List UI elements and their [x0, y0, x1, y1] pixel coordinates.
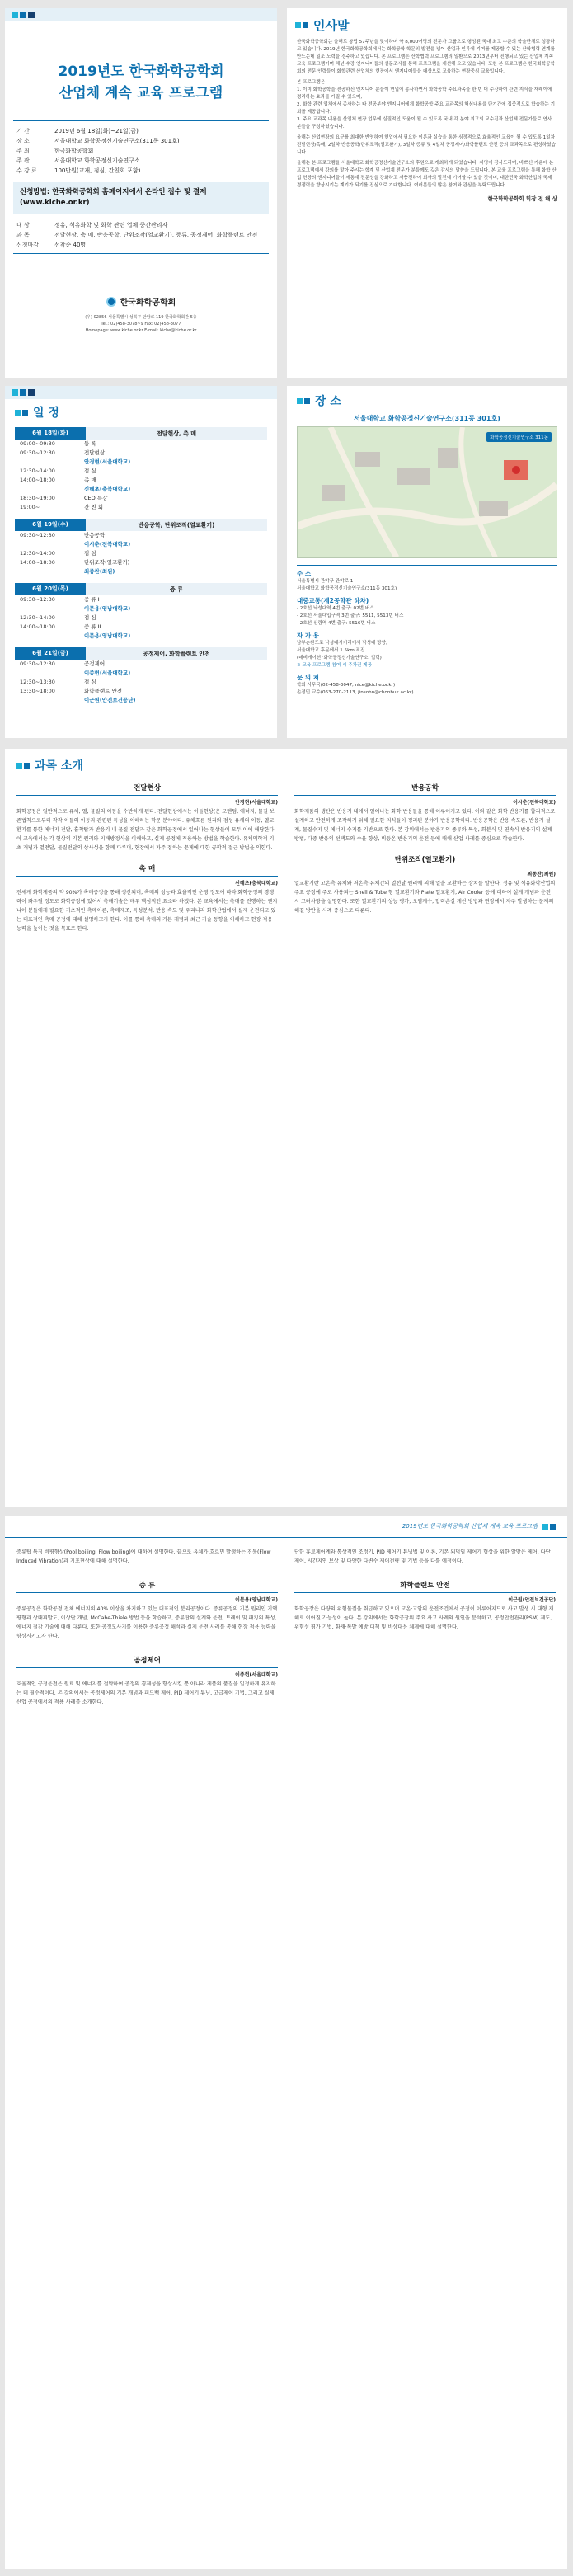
course-lecturer: 이종헌(서울대학교) — [235, 1672, 278, 1678]
schedule-event: 점 심 — [84, 614, 96, 621]
detail-value: 2019년 6월 18일(화)~21일(금) — [54, 128, 139, 134]
day-topic: 전달현상, 촉 매 — [156, 430, 197, 437]
schedule-time — [20, 669, 84, 678]
schedule-event: 전달현상 — [84, 449, 106, 456]
apply-method: 신청방법: 한국화학공학회 홈페이지에서 온라인 접수 및 결제(www.kiche.or.kr) — [20, 188, 207, 207]
course-columns — [5, 780, 567, 933]
greeting-paragraph: 본 프로그램은 — [297, 80, 326, 85]
schedule-title: 일 정 — [33, 407, 59, 420]
schedule-speaker: 안경현(서울대학교) — [84, 458, 131, 465]
greeting-signature: 한국화학공학회 회장 전 해 상 — [487, 195, 557, 202]
schedule-time: 09:30~12:30 — [20, 532, 55, 538]
detail-key: 수 강 료 — [16, 167, 37, 174]
schedule-speaker: 이문용(영남대학교) — [84, 632, 131, 639]
transit-line: - 2호선 낙성대역 4번 출구: 02번 버스 — [297, 606, 374, 611]
cover-title-1: 2019년도 한국화학공학회 — [58, 63, 224, 80]
schedule-event: 등 록 — [84, 440, 96, 447]
course-column-right — [294, 780, 556, 933]
detail-value: 한국화학공학회 — [54, 148, 94, 154]
schedule-row — [15, 623, 267, 632]
course-intro-panel — [5, 749, 567, 1507]
car-line: 남부순환도로 낙성대사거리에서 낙성대 방향, — [297, 641, 387, 646]
org-address: (우) 02856 서울특별시 성북구 안암로 119 한국화학회관 5층 — [85, 315, 197, 320]
day-header — [15, 427, 267, 440]
day-date: 6월 19일(수) — [15, 519, 86, 531]
schedule-row — [15, 567, 267, 576]
course-lecturer: 안경현(서울대학교) — [235, 800, 278, 806]
schedule-panel — [5, 386, 277, 738]
car-line: (네비게이션 '화학공정신기술연구소' 입력) — [297, 656, 382, 660]
schedule-time — [20, 567, 84, 576]
schedule-time: 09:30~12:30 — [20, 660, 55, 667]
day-topic: 반응공학, 단위조작(열교환기) — [138, 521, 215, 529]
schedule-speaker: 이문용(영남대학교) — [84, 605, 131, 612]
cover-title-2: 산업체 계속 교육 프로그램 — [59, 85, 223, 101]
schedule-time — [20, 632, 84, 641]
course-description: 증류공정은 화학공정 전체 에너지의 40% 이상을 차지하고 있는 대표적인 분리공정이다. 증류공정의 기본 원리인 기액평형과 상대휘발도, 이상단 개념, McCabe-Thiele 방법 등을 학습하고, 증류탑의 설계와 운전, 트레이 및 패킹의 특성, 에너지 절감 기술에 대해 다룬다. 또한 공정모사기를 이용한 증류공정 해석과 실제 운전 사례를 통해 현장 적용 능력을 향상시키고자 한다. — [16, 1606, 278, 1639]
detail-key: 기 간 — [16, 128, 30, 134]
schedule-speaker: 최종찬(최원) — [84, 568, 115, 575]
target-key: 신청마감 — [16, 242, 40, 248]
detail-value: 서울대학교 화학공정신기술연구소 — [54, 157, 140, 164]
schedule-row — [15, 558, 267, 567]
course-description: 화학공정은 일반적으로 유체, 열, 물질의 이동을 수반하게 된다. 전달현상에서는 이들현상(운·모멘텀, 에너지, 물질 보존법칙으로부터 각각 이들의 이동과 관련된 특성을 이해하는 학문 분야이다. 유체흐름 원리와 점성 유체의 이동, 열교환기를 통한 에너지 전달, 흡착탑과 반응기 내 물질 전달과 같은 화학공정에서 일어나는 현상들이 모두 이에 해당한다. 이 교육에서는 각 현상의 기본 원리와 지배방정식을 이해하고, 실제 공정에 적용하는 방법을 학습한다. 유체역학적 기초 개념과 열전달, 물질전달의 상사성을 함께 다루며, 현장에서 자주 접하는 문제에 대한 공학적 접근 방법을 익힌다. — [16, 809, 276, 851]
car-heading: 자 가 용 — [297, 632, 319, 639]
schedule-time: 09:30~12:30 — [20, 596, 55, 603]
schedule-time — [20, 540, 84, 549]
course-lecturer: 이시춘(전북대학교) — [513, 800, 556, 806]
schedule-time: 14:00~18:00 — [20, 559, 55, 566]
course-description: 화학제품의 생산은 반응기 내에서 일어나는 화학 반응들을 통해 이루어지고 있다. 이와 같은 화학 반응기를 합리적으로 설계하고 안전하게 조작하기 위해 필요한 지식들이 정리된 분야가 반응공학이다. 반응공학은 반응 속도론, 반응기 설계, 물질수지 및 에너지 수지를 기반으로 한다. 본 강의에서는 반응기의 종류와 특성, 회분식 및 연속식 반응기의 설계 방법, 다중 반응의 선택도와 수율 향상, 비등온 반응기의 운전 등에 대해 산업 사례를 중심으로 학습한다. — [294, 809, 556, 842]
schedule-row — [15, 632, 267, 641]
detail-key: 주 관 — [16, 157, 30, 164]
course-heading — [5, 749, 567, 780]
running-header — [5, 1516, 567, 1538]
schedule-speaker: 이종헌(서울대학교) — [84, 670, 131, 676]
course-column-left — [16, 780, 278, 933]
day-header — [15, 647, 267, 660]
course-section-title: 공정제어 — [16, 1652, 278, 1668]
schedule-time: 12:30~14:00 — [20, 550, 55, 557]
contact-heading: 문 의 처 — [297, 674, 319, 681]
place-name: 서울대학교 화학공정신기술연구소(311동 301호) — [354, 415, 500, 422]
greeting-list-item: 3. 주요 교과목 내용을 산업체 현장 업무에 실질적인 도움이 될 수 있도록 국내 각 분야 최고의 교수진과 산업체 전문가들로 연사 분들을 구성하였습니다. — [297, 117, 552, 129]
course-description: 화학공장은 다량의 위험물질을 취급하고 있으며 고온·고압의 운전조건에서 공정이 이루어지므로 사고 발생 시 대형 재해로 이어질 가능성이 높다. 본 강의에서는 화학공장의 주요 사고 사례와 원인을 분석하고, 공정안전관리(PSM) 제도, 위험성 평가 기법, 화재·폭발 예방 대책 및 비상대응 체계에 대해 설명한다. — [294, 1606, 554, 1630]
map-marker-label: 화학공정신기술연구소 311동 — [486, 432, 552, 442]
schedule-time: 18:30~19:00 — [20, 495, 55, 501]
org-tel: Tel.: 02)458-3078~9 Fax: 02)458-3077 — [101, 322, 181, 327]
schedule-topbar — [5, 386, 277, 399]
address-line: 서울특별시 관악구 관악로 1 — [297, 579, 354, 584]
org-block — [5, 295, 277, 334]
schedule-time — [20, 485, 84, 494]
schedule-speaker: 신혜초(충북대학교) — [84, 486, 131, 492]
schedule-time: 12:30~14:00 — [20, 468, 55, 474]
course-section-title: 촉 매 — [16, 861, 278, 877]
schedule-event: 점 심 — [84, 679, 96, 685]
parking-note: ※ 교육 프로그램 참여 시 주차권 제공 — [297, 663, 373, 668]
campus-map — [297, 426, 557, 558]
course-section-title: 증 류 — [16, 1577, 278, 1593]
detail-key: 장 소 — [16, 138, 30, 144]
schedule-event: 촉 매 — [84, 477, 96, 483]
schedule-row — [15, 604, 267, 613]
schedule-row — [15, 440, 267, 449]
day-date: 6월 20일(목) — [15, 583, 86, 595]
cover-topbar — [5, 8, 277, 21]
detail-value: 100만원(교재, 점심, 간친회 포함) — [54, 167, 141, 174]
day-date: 6월 21일(금) — [15, 647, 86, 660]
greeting-paragraph: 올해는 본 프로그램을 서울대학교 화학공정신기술연구소의 후원으로 개최하게 되었습니다. 저명에 강사드리며, 바쁘신 가운데 본 프로그램에서 강의를 맡아 주시는 학계 및 산업계 전문가 분들께도 깊은 감사의 말씀을 드립니다. 본 교육 프로그램을 통해 화학 산업 현장의 엔지니어들이 세통계 전문성을 강화하고 재충전하여 회사의 발전에 기여할 수 있을 것이며, 대한민국 화학산업의 국제 경쟁력을 향상시키는 계기가 되기를 진심으로 기대합니다. 여러분들의 많은 참여와 관심을 부탁드립니다. — [297, 161, 557, 188]
address-heading: 주 소 — [297, 570, 312, 577]
schedule-event: 증 류 I — [84, 596, 100, 603]
transit-line: - 2호선 서울대입구역 3번 출구: 5511, 5513번 버스 — [297, 613, 404, 618]
schedule-event: CEO 특강 — [84, 495, 108, 501]
schedule-time — [20, 696, 84, 705]
schedule-row — [15, 669, 267, 678]
schedule-event: 간 친 회 — [84, 504, 103, 510]
target-key: 대 상 — [16, 222, 30, 228]
schedule-time — [20, 458, 84, 467]
course-title: 과목 소개 — [35, 759, 83, 773]
schedule-row — [15, 613, 267, 623]
schedule-event: 증 류 II — [84, 623, 101, 630]
course-lecturer: 최종찬(최원) — [527, 872, 556, 877]
schedule-event: 반응공학 — [84, 532, 106, 538]
schedule-time: 13:30~18:00 — [20, 688, 55, 694]
course-section-title: 전달현상 — [16, 780, 278, 796]
cover-details — [13, 120, 269, 181]
greeting-title: 인사말 — [313, 18, 350, 33]
schedule-time: 14:00~18:00 — [20, 623, 55, 630]
course-description: 열교환기란 고온측 유체와 저온측 유체간의 열전달 원리에 의해 열을 교환하는 장치를 말한다. 정유 및 석유화학산업의 주요 공정에 주로 사용되는 Shell & Tube 형 열교환기와 Plate 열교환기, Air Cooler 등에 대하여 설계 개념과 운전 시 고려사항을 설명한다. 또한 열교환기의 성능 평가, 오염계수, 압력손실 계산 방법과 현장에서 자주 발생하는 문제의 해결 방안을 사례 중심으로 다룬다. — [294, 881, 556, 914]
schedule-time: 12:30~13:30 — [20, 679, 55, 685]
schedule-event: 점 심 — [84, 468, 96, 474]
campus-map-drawing — [298, 427, 557, 557]
course-description: 전세계 화학제품의 약 90%가 촉매공정을 통해 생산되며, 촉매의 성능과 효율적인 운영 정도에 따라 화학공정의 경쟁력이 좌우될 정도로 화학공정에 있어서 촉매기술은 매우 핵심적인 요소라 하겠다. 본 교육에서는 촉매를 진행하는 엔지니어 분들에게 필요한 기초적인 촉매이론, 촉매제조, 특성분석, 반응 속도 및 우리나라 화학산업에서 실제 운전되고 있는 대표적인 촉매 공정에 대해 설명하고자 한다. 이를 통해 촉매의 기본 개념과 최근 기술 동향을 이해하고 현장 적용 능력을 높이는 것을 목표로 한다. — [16, 890, 278, 932]
course-section-title: 반응공학 — [294, 780, 556, 796]
cover-target — [13, 217, 269, 254]
schedule-row — [15, 494, 267, 503]
day-header — [15, 519, 267, 531]
schedule-event: 화학플랜트 안전 — [84, 688, 123, 694]
location-panel — [287, 386, 567, 738]
schedule-row — [15, 696, 267, 705]
day-topic: 공정제어, 화학플랜트 안전 — [143, 650, 210, 657]
schedule-speaker: 이시춘(전북대학교) — [84, 541, 131, 548]
greeting-list-item: 2. 화학 관련 업체에서 종사하는 타 전공분야 엔지니어에게 화학공학 주요 교과목의 핵심내용을 단기간에 집중적으로 학습하는 기회를 제공합니다. — [297, 102, 555, 115]
schedule-row — [15, 687, 267, 696]
greeting-body — [287, 39, 567, 202]
schedule-row — [15, 476, 267, 485]
schedule-time: 19:00~ — [20, 504, 40, 510]
schedule-days — [5, 427, 277, 705]
schedule-row — [15, 449, 267, 458]
running-header-text: 2019년도 한국화학공학회 산업체 계속 교육 프로그램 — [402, 1523, 538, 1530]
course-continued-panel — [5, 1516, 567, 2569]
day-date: 6월 18일(화) — [15, 427, 86, 440]
org-homepage: Homepage: www.kiche.or.kr E-mail: kiche@kiche.or.kr — [85, 328, 197, 333]
schedule-row — [15, 531, 267, 540]
course-column-right-2 — [294, 1548, 556, 1707]
schedule-row — [15, 485, 267, 494]
schedule-event: 점 심 — [84, 550, 96, 557]
location-heading — [287, 386, 567, 412]
car-line: 서울대학교 후문에서 1.5km 직진 — [297, 648, 365, 653]
course-description: 효율적인 공정운전은 원료 및 에너지를 절약하여 공정의 경제성을 향상시킬 뿐 아니라 제품의 품질을 일정하게 유지하는 데 필수적이다. 본 강의에서는 공정제어의 기본 개념과 피드백 제어, PID 제어기 튜닝, 고급제어 기법, 그리고 실제 산업 공정에서의 적용 사례를 소개한다. — [16, 1681, 276, 1705]
contact-line: 학회 사무국(02-458-3047, nice@kiche.or.kr) — [297, 683, 396, 688]
address-line: 서울대학교 화학공정신기술연구소(311동 301호) — [297, 586, 397, 591]
transit-heading: 대중교통(제2공학관 하차) — [297, 597, 369, 604]
course-columns-2 — [5, 1538, 567, 1717]
greeting-heading — [287, 8, 567, 39]
course-section-title: 단위조작(열교환기) — [294, 852, 556, 867]
location-info — [297, 565, 557, 697]
schedule-row — [15, 595, 267, 604]
kiche-logo-icon — [106, 297, 116, 307]
target-value: 정유, 석유화학 및 화학 관련 업체 중간관리자 — [54, 222, 168, 228]
schedule-row — [15, 540, 267, 549]
cover-panel — [5, 8, 277, 378]
schedule-speaker: 이근원(안전보건공단) — [84, 697, 136, 703]
detail-value: 서울대학교 화학공정신기술연구소(311동 301호) — [54, 138, 180, 144]
course-description: 증류탑 특징 비평형상(Pool boiling, Flow boiling)에 대하여 설명한다. 끝으로 유체가 흐르면 발생하는 진동(Flow Induced Vibration)과 기포현상에 대해 설명한다. — [16, 1549, 271, 1564]
schedule-time: 14:00~18:00 — [20, 477, 55, 483]
greeting-list-item: 1. 이미 화학공학을 전공하신 엔지니어 분들이 현업에 종사하면서 화학공학 주요과목을 한 번 더 수강하여 관련 지식을 재래이에 정리하는 효과를 가질 수 있으며, — [297, 87, 552, 100]
schedule-row — [15, 678, 267, 687]
target-value: 선착순 40명 — [54, 242, 87, 248]
target-key: 과 목 — [16, 232, 30, 238]
course-column-left-2 — [16, 1548, 278, 1707]
day-topic: 증 류 — [170, 585, 183, 593]
schedule-event: 공정제어 — [84, 660, 106, 667]
schedule-time: 09:00~09:30 — [20, 440, 55, 447]
transit-line: - 2호선 신림역 4번 출구: 5516번 버스 — [297, 621, 376, 626]
greeting-panel — [287, 8, 567, 378]
schedule-row — [15, 503, 267, 512]
course-lecturer: 이문용(영남대학교) — [235, 1597, 278, 1603]
org-name: 한국화학공학회 — [120, 298, 176, 308]
schedule-row — [15, 660, 267, 669]
course-description: 단한 휴료제어계와 통상적인 조정기, PID 제어기 튜닝법 및 이론, 기본 되먹임 제어기 형상을 위한 알맞은 제어, 다단 제어, 시간지연 보상 및 다양한 다변수 제어전략 및 기법 등을 다룰 예정이다. — [294, 1549, 551, 1564]
target-value: 전달현상, 축 매, 반응공학, 단위조작(열교환기), 증류, 공정제어, 화학플랜트 안전 — [54, 232, 258, 238]
detail-key: 주 최 — [16, 148, 30, 154]
course-section-title: 화학플랜트 안전 — [294, 1577, 556, 1593]
schedule-row — [15, 467, 267, 476]
schedule-time — [20, 604, 84, 613]
schedule-row — [15, 458, 267, 467]
location-title: 장 소 — [315, 395, 341, 408]
apply-box — [13, 182, 269, 214]
greeting-paragraph: 올해는 산업현장의 요구를 최대한 반영하여 현업에서 필요한 이론과 실습을 통한 심정적으로 효율적인 교육이 될 수 있도록 1일차 전달현상/촉매, 2일차 반응공학/단위조작(열교환기), 3일차 증류 및 4일차 공정제어/화학플랜트 안전 등의 교과목으로 편성하였습니다. — [297, 135, 556, 155]
greeting-paragraph: 한국화학공학회는 올해로 창립 57주년을 맞이하며 약 8,000여명의 전문가 그룹으로 형성된 국내 최고 수준의 학술단체로 성장하고 있습니다. 2019년 한국화학공학회에서는 화학공학 학문의 발전을 넘어 산업과 인류에 기여를 제공할 수 있는 산학협력 연계를 만드는데 일조 노력을 경주하고 있습니다. 본 프로그램은 산학협력 프로그램의 일환으로 2013년부터 진행되고 있는 산업체 계속 교육 프로그램이며 해년 수강 엔지니어들의 설문조사를 통해 프로그램을 개선해 오고 있습니다. 또한 본 프로그램은 한국화학공학회의 전문 인력들이 화학관련 산업체의 현장에서 엔지니어들을 대상으로 교육하는 현장중심 교육입니다. — [297, 40, 556, 74]
course-lecturer: 신혜초(충북대학교) — [235, 881, 278, 886]
day-header — [15, 583, 267, 595]
contact-line: 손정민 교수(063-270-2113, jinsohn@chonbuk.ac.kr) — [297, 690, 414, 695]
schedule-time: 12:30~14:00 — [20, 614, 55, 621]
schedule-heading — [5, 399, 277, 425]
course-lecturer: 이근원(안전보건공단) — [508, 1597, 556, 1603]
schedule-time: 09:30~12:30 — [20, 449, 55, 456]
schedule-event: 단위조작(열교환기) — [84, 559, 130, 566]
schedule-row — [15, 549, 267, 558]
